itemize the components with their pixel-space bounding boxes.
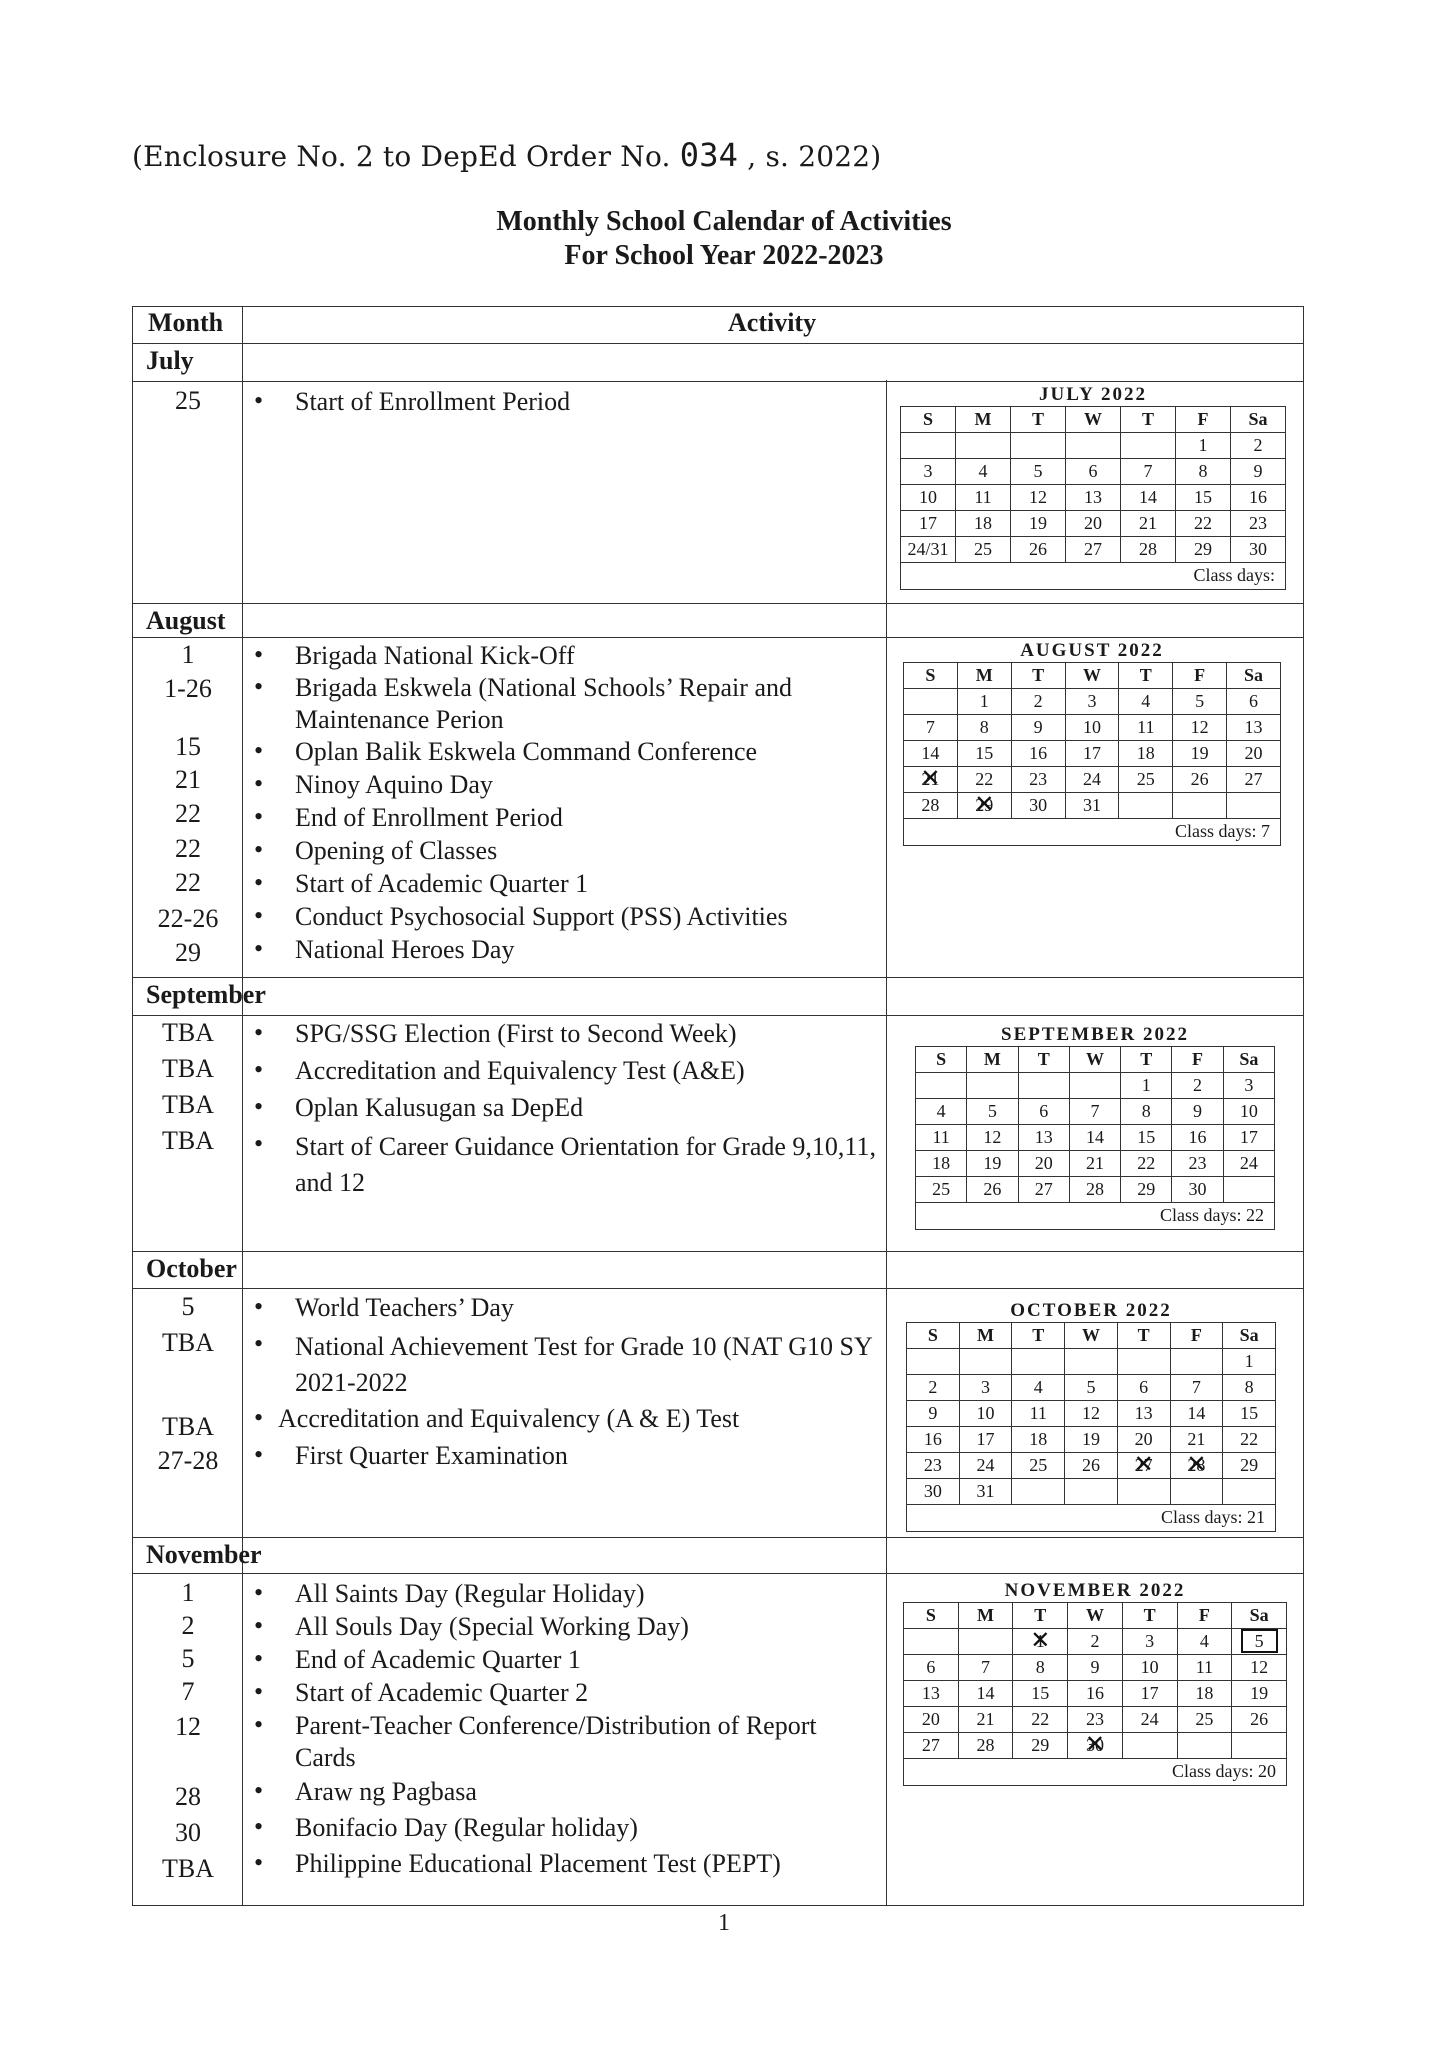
weekday-header: M [956, 407, 1011, 433]
calendar-day: 9 [907, 1401, 960, 1427]
activity-date: TBA [162, 1412, 214, 1441]
calendar-day: 19 [1011, 511, 1066, 537]
calendar-day: 4 [1119, 689, 1173, 715]
calendar-day: 12 [1173, 715, 1227, 741]
calendar-day: 29 [1176, 537, 1231, 563]
calendar-day: 4 [1177, 1629, 1232, 1655]
activity-column-header: Activity [728, 308, 817, 337]
activity-date: 21 [175, 765, 201, 794]
calendar-day: 6 [1117, 1375, 1170, 1401]
calendar-day: 6 [1066, 459, 1121, 485]
calendar-day: 17 [959, 1427, 1012, 1453]
calendar-day: 2 [1068, 1629, 1123, 1655]
calendar-title: NOVEMBER 2022 [1004, 1580, 1186, 1601]
weekday-header: S [916, 1047, 967, 1073]
calendar-day: 13 [1066, 485, 1121, 511]
weekday-header: M [958, 1603, 1013, 1629]
weekday-header: F [1177, 1603, 1232, 1629]
document-title: Monthly School Calendar of Activities [496, 206, 952, 237]
calendar-day: 5 [1173, 689, 1227, 715]
calendar-day: 16 [1068, 1681, 1123, 1707]
weekday-header: S [901, 407, 956, 433]
calendar-day: 15 [957, 741, 1011, 767]
activity-date: 12 [175, 1712, 201, 1741]
activity-date: 7 [181, 1677, 195, 1706]
weekday-header: Sa [1227, 663, 1281, 689]
weekday-header: W [1065, 663, 1119, 689]
calendar-day: 4 [916, 1099, 967, 1125]
calendar-day: 1 [957, 689, 1011, 715]
weekday-header: T [1012, 1323, 1065, 1349]
calendar-day: 20 [1117, 1427, 1170, 1453]
calendar-day: 27 [1227, 767, 1281, 793]
activity-date: 28 [175, 1782, 201, 1811]
calendar-day: 29 ✕ [957, 793, 1011, 819]
calendar-day: 16 [907, 1427, 960, 1453]
calendar-day: 12 [1232, 1655, 1287, 1681]
calendar-day: 2 [907, 1375, 960, 1401]
calendar-day: 9 [1011, 715, 1065, 741]
calendar-day: 8 [957, 715, 1011, 741]
calendar-day [916, 1073, 967, 1099]
calendar-day: 20 [1066, 511, 1121, 537]
weekday-header: S [904, 663, 958, 689]
calendar-day: 5 [967, 1099, 1018, 1125]
weekday-header: W [1069, 1047, 1120, 1073]
calendar-day: 24/31 [901, 537, 956, 563]
calendar-day: 10 [959, 1401, 1012, 1427]
calendar-day: 10 [1065, 715, 1119, 741]
calendar-day [956, 433, 1011, 459]
month-label-november: November [146, 1540, 262, 1569]
calendar-day: 11 [956, 485, 1011, 511]
calendar-day: 26 [967, 1177, 1018, 1203]
calendar-day [1232, 1629, 1287, 1655]
activity-date: 15 [175, 732, 201, 761]
calendar-day: 14 [1170, 1401, 1223, 1427]
calendar-day: 26 [1173, 767, 1227, 793]
calendar-day: 29 [1223, 1453, 1276, 1479]
weekday-header: T [1018, 1047, 1069, 1073]
calendar-day: 26 [1011, 537, 1066, 563]
weekday-header: Sa [1223, 1047, 1274, 1073]
calendar-day: 12 [1065, 1401, 1118, 1427]
calendar-day: 26 [1232, 1707, 1287, 1733]
calendar-day [1117, 1479, 1170, 1505]
calendar-day: 27 [1018, 1177, 1069, 1203]
calendar-day: 23 [1068, 1707, 1123, 1733]
weekday-header: W [1066, 407, 1121, 433]
calendar-day: 31 [1065, 793, 1119, 819]
row-divider [132, 1015, 1304, 1016]
calendar-day: 24 [959, 1453, 1012, 1479]
calendar-day: 2 [1172, 1073, 1223, 1099]
class-days-count: Class days: [900, 563, 1286, 590]
calendar-day: 30 ✕ [1068, 1733, 1123, 1759]
calendar-day: 4 [956, 459, 1011, 485]
calendar-day: 22 [1013, 1707, 1068, 1733]
calendar-day: 24 [1122, 1707, 1177, 1733]
calendar-day: 21 ✕ [904, 767, 958, 793]
calendar-day: 21 [958, 1707, 1013, 1733]
activity-date: TBA [162, 1018, 214, 1047]
calendar-day: 25 [956, 537, 1011, 563]
calendar-day: 27 [1066, 537, 1121, 563]
calendar-day [967, 1073, 1018, 1099]
calendar-day: 1 [1176, 433, 1231, 459]
calendar-day: 10 [901, 485, 956, 511]
calendar-day: 28 [1069, 1177, 1120, 1203]
weekday-header: Sa [1232, 1603, 1287, 1629]
calendar-day: 3 [901, 459, 956, 485]
month-label-august: August [146, 606, 226, 635]
calendar-day [1012, 1479, 1065, 1505]
calendar-day: 30 [1172, 1177, 1223, 1203]
calendar-grid [903, 1602, 1287, 1759]
calendar-day [1232, 1733, 1287, 1759]
calendar-day [1069, 1073, 1120, 1099]
page-number: 1 [718, 1910, 730, 1936]
calendar-title: AUGUST 2022 [1020, 640, 1164, 661]
activity-date: 25 [175, 386, 201, 415]
calendar-day: 2 [1011, 689, 1065, 715]
calendar-day [1065, 1349, 1118, 1375]
row-divider [132, 1251, 1304, 1252]
calendar-day [1119, 793, 1173, 819]
calendar-day: 29 [1013, 1733, 1068, 1759]
calendar-day: 9 [1068, 1655, 1123, 1681]
calendar-day: 15 [1013, 1681, 1068, 1707]
calendar-day: 28 [958, 1733, 1013, 1759]
calendar-day: 23 [1011, 767, 1065, 793]
calendar-grid [903, 662, 1281, 819]
activity-date: 22 [175, 834, 201, 863]
calendar-day: 27 ✕ [1117, 1453, 1170, 1479]
calendar-day: 13 [904, 1681, 959, 1707]
september-calendar [915, 1024, 1275, 1230]
calendar-day [1122, 1733, 1177, 1759]
calendar-day: 15 [1176, 485, 1231, 511]
activity-date: 22 [175, 799, 201, 828]
calendar-day [1170, 1479, 1223, 1505]
calendar-day [904, 1629, 959, 1655]
calendar-day: 14 [958, 1681, 1013, 1707]
calendar-day: 20 [1018, 1151, 1069, 1177]
calendar-day: 16 [1172, 1125, 1223, 1151]
calendar-day: 19 [967, 1151, 1018, 1177]
august-calendar [903, 640, 1281, 846]
calendar-day: 23 [1231, 511, 1286, 537]
calendar-day: 28 ✕ [1170, 1453, 1223, 1479]
calendar-title: OCTOBER 2022 [1010, 1300, 1172, 1321]
calendar-day [907, 1349, 960, 1375]
calendar-day [1018, 1073, 1069, 1099]
calendar-day: 2 [1231, 433, 1286, 459]
calendar-day: 18 [956, 511, 1011, 537]
month-label-october: October [146, 1254, 237, 1283]
calendar-day: 3 [1223, 1073, 1274, 1099]
activity-date: 5 [181, 1292, 195, 1321]
activity-date: TBA [162, 1854, 214, 1883]
weekday-header: T [1121, 407, 1176, 433]
calendar-day: 13 [1117, 1401, 1170, 1427]
calendar-day: 18 [1177, 1681, 1232, 1707]
calendar-day [1065, 1479, 1118, 1505]
november-calendar [903, 1580, 1287, 1786]
enclosure-note [132, 136, 881, 174]
activity-date: 22 [175, 868, 201, 897]
activity-date: 29 [175, 938, 201, 967]
weekday-header: F [1173, 663, 1227, 689]
calendar-day: 16 [1011, 741, 1065, 767]
activity-date: 30 [175, 1818, 201, 1847]
calendar-day: 5 [1011, 459, 1066, 485]
weekday-header: T [1121, 1047, 1172, 1073]
calendar-day: 10 [1122, 1655, 1177, 1681]
calendar-day: 20 [904, 1707, 959, 1733]
activity-date: 5 [181, 1644, 195, 1673]
calendar-day: 22 [957, 767, 1011, 793]
calendar-day: 1 ✕ [1013, 1629, 1068, 1655]
weekday-header: T [1122, 1603, 1177, 1629]
calendar-day: 30 [1231, 537, 1286, 563]
enclosure-suffix: , s. 2022) [738, 140, 882, 173]
calendar-grid [915, 1046, 1275, 1203]
weekday-header: S [904, 1603, 959, 1629]
calendar-day: 19 [1065, 1427, 1118, 1453]
calendar-grid [906, 1322, 1276, 1505]
calendar-day: 21 [1170, 1427, 1223, 1453]
calendar-day [904, 689, 958, 715]
calendar-day: 8 [1013, 1655, 1068, 1681]
calendar-day: 3 [959, 1375, 1012, 1401]
calendar-day [1177, 1733, 1232, 1759]
class-days-count: Class days: 21 [906, 1505, 1276, 1532]
weekday-header: F [1176, 407, 1231, 433]
calendar-day: 28 [904, 793, 958, 819]
calendar-title: JULY 2022 [1039, 384, 1147, 405]
row-divider [132, 1573, 1304, 1574]
calendar-day [1011, 433, 1066, 459]
calendar-day: 22 [1223, 1427, 1276, 1453]
calendar-day: 12 [1011, 485, 1066, 511]
calendar-day: 7 [1069, 1099, 1120, 1125]
calendar-day: 21 [1121, 511, 1176, 537]
calendar-day: 22 [1176, 511, 1231, 537]
calendar-day: 25 [1012, 1453, 1065, 1479]
calendar-day [1066, 433, 1121, 459]
calendar-day [1170, 1349, 1223, 1375]
calendar-day: 12 [967, 1125, 1018, 1151]
enclosure-prefix: (Enclosure No. 2 to DepEd Order No. [132, 140, 680, 173]
calendar-day: 19 [1173, 741, 1227, 767]
row-divider [132, 603, 1304, 604]
weekday-header: M [957, 663, 1011, 689]
calendar-day: 6 [904, 1655, 959, 1681]
calendar-day: 11 [916, 1125, 967, 1151]
calendar-day [1223, 1177, 1274, 1203]
calendar-day: 25 [1119, 767, 1173, 793]
weekday-header: T [1011, 407, 1066, 433]
calendar-day: 9 [1231, 459, 1286, 485]
weekday-header: M [967, 1047, 1018, 1073]
calendar-day: 17 [1065, 741, 1119, 767]
weekday-header: S [907, 1323, 960, 1349]
weekday-header: Sa [1231, 407, 1286, 433]
class-days-count: Class days: 20 [903, 1759, 1287, 1786]
calendar-day [1012, 1349, 1065, 1375]
row-divider [132, 1537, 1304, 1538]
calendar-day: 18 [1012, 1427, 1065, 1453]
calendar-day: 5 [1065, 1375, 1118, 1401]
class-days-count: Class days: 7 [903, 819, 1281, 846]
calendar-day: 24 [1223, 1151, 1274, 1177]
calendar-day: 14 [1121, 485, 1176, 511]
calendar-day: 18 [1119, 741, 1173, 767]
calendar-title: SEPTEMBER 2022 [1001, 1024, 1189, 1045]
calendar-day [1117, 1349, 1170, 1375]
row-divider [132, 381, 1304, 382]
order-number: 034 [679, 136, 739, 174]
weekday-header: T [1119, 663, 1173, 689]
calendar-day: 11 [1012, 1401, 1065, 1427]
calendar-day: 16 [1231, 485, 1286, 511]
calendar-day: 19 [1232, 1681, 1287, 1707]
calendar-day: 6 [1227, 689, 1281, 715]
calendar-day [1227, 793, 1281, 819]
calendar-day: 4 [1012, 1375, 1065, 1401]
calendar-grid [900, 406, 1286, 563]
july-calendar [900, 384, 1286, 590]
column-divider [242, 306, 243, 1906]
marked-day: 5 [1241, 1629, 1278, 1653]
calendar-day: 8 [1176, 459, 1231, 485]
calendar-day: 11 [1119, 715, 1173, 741]
calendar-day [958, 1629, 1013, 1655]
month-label-july: July [146, 346, 194, 375]
calendar-day: 23 [907, 1453, 960, 1479]
calendar-day: 27 [904, 1733, 959, 1759]
row-divider [132, 637, 1304, 638]
weekday-header: T [1117, 1323, 1170, 1349]
calendar-day: 29 [1121, 1177, 1172, 1203]
calendar-day: 26 [1065, 1453, 1118, 1479]
activity-date: TBA [162, 1126, 214, 1155]
weekday-header: F [1170, 1323, 1223, 1349]
october-calendar [906, 1300, 1276, 1532]
calendar-day: 11 [1177, 1655, 1232, 1681]
calendar-day: 17 [1122, 1681, 1177, 1707]
calendar-day: 31 [959, 1479, 1012, 1505]
calendar-day: 15 [1121, 1125, 1172, 1151]
weekday-header: W [1068, 1603, 1123, 1629]
row-divider [132, 977, 1304, 978]
calendar-day: 8 [1121, 1099, 1172, 1125]
calendar-column-divider [886, 380, 887, 1906]
weekday-header: M [959, 1323, 1012, 1349]
activity-date: 22-26 [157, 904, 219, 933]
calendar-day: 15 [1223, 1401, 1276, 1427]
calendar-day: 8 [1223, 1375, 1276, 1401]
calendar-day [1173, 793, 1227, 819]
weekday-header: Sa [1223, 1323, 1276, 1349]
row-divider [132, 1288, 1304, 1289]
calendar-day: 20 [1227, 741, 1281, 767]
calendar-day: 7 [958, 1655, 1013, 1681]
activity-date: TBA [162, 1054, 214, 1083]
activity-date: 2 [181, 1611, 195, 1640]
document-subtitle: For School Year 2022-2023 [564, 240, 884, 271]
calendar-day: 25 [1177, 1707, 1232, 1733]
calendar-day: 13 [1227, 715, 1281, 741]
class-days-count: Class days: 22 [915, 1203, 1275, 1230]
calendar-day [901, 433, 956, 459]
calendar-day: 6 [1018, 1099, 1069, 1125]
calendar-day: 17 [901, 511, 956, 537]
activity-date: 1 [181, 1578, 195, 1607]
calendar-day: 28 [1121, 537, 1176, 563]
calendar-day: 1 [1121, 1073, 1172, 1099]
calendar-day: 1 [1223, 1349, 1276, 1375]
activity-date: TBA [162, 1328, 214, 1357]
activity-date: TBA [162, 1090, 214, 1119]
calendar-day: 18 [916, 1151, 967, 1177]
calendar-day: 22 [1121, 1151, 1172, 1177]
calendar-day: 21 [1069, 1151, 1120, 1177]
month-label-september: September [146, 980, 266, 1009]
month-column-header: Month [148, 308, 224, 337]
calendar-day: 7 [1170, 1375, 1223, 1401]
calendar-day: 10 [1223, 1099, 1274, 1125]
calendar-day: 7 [904, 715, 958, 741]
calendar-day [1223, 1479, 1276, 1505]
calendar-day: 3 [1065, 689, 1119, 715]
calendar-day: 7 [1121, 459, 1176, 485]
calendar-day: 25 [916, 1177, 967, 1203]
header-divider [132, 343, 1304, 344]
calendar-day: 24 [1065, 767, 1119, 793]
weekday-header: T [1013, 1603, 1068, 1629]
calendar-day: 14 [1069, 1125, 1120, 1151]
calendar-day [1121, 433, 1176, 459]
calendar-day: 9 [1172, 1099, 1223, 1125]
calendar-day [959, 1349, 1012, 1375]
calendar-day: 23 [1172, 1151, 1223, 1177]
calendar-day: 13 [1018, 1125, 1069, 1151]
activity-date: 27-28 [157, 1446, 219, 1475]
weekday-header: W [1065, 1323, 1118, 1349]
weekday-header: F [1172, 1047, 1223, 1073]
calendar-day: 30 [907, 1479, 960, 1505]
weekday-header: T [1011, 663, 1065, 689]
calendar-day: 30 [1011, 793, 1065, 819]
activity-date: 1 [181, 640, 195, 669]
calendar-day: 3 [1122, 1629, 1177, 1655]
activity-date: 1-26 [164, 674, 212, 703]
calendar-day: 14 [904, 741, 958, 767]
calendar-day: 17 [1223, 1125, 1274, 1151]
